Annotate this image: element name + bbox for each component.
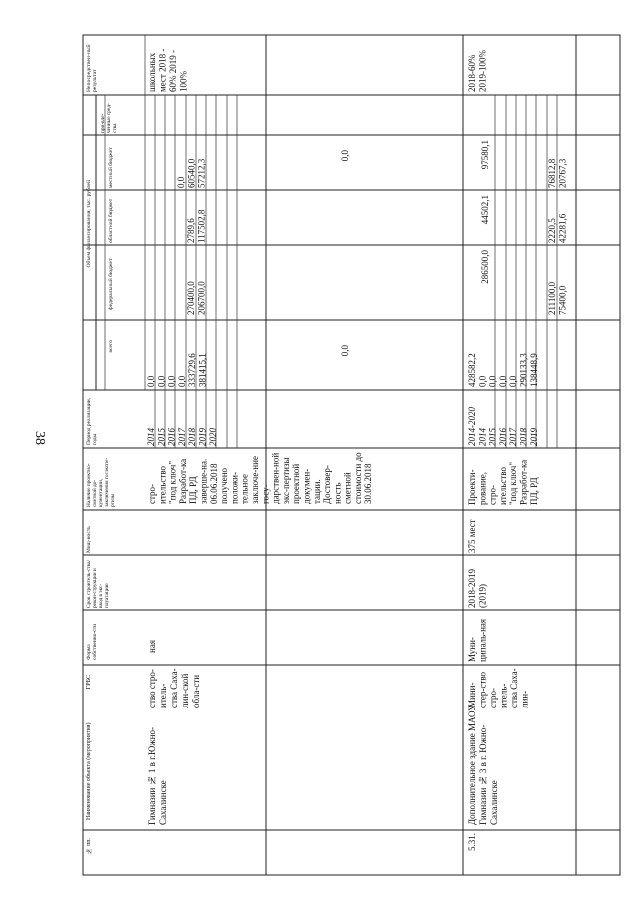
- header-finance: Объем финансирования, тыс. рублей: [86, 180, 92, 268]
- header-result: Непосредствен-ный результат: [86, 44, 98, 92]
- row2-result: 2018-60% 2019-100%: [467, 50, 488, 92]
- row1-doc: стро-ительство "под ключ" Разработ-ка ПД, РД заверше-на. 06.06.2018 получено положи-тельное заключе-ние госу-дарствен-ной экс-пертизы проектной докумен-тации. Достовер-ность сметной стоимости до 30.06.2018: [147, 452, 374, 504]
- header-federal: федеральный бюджет: [108, 258, 114, 310]
- row2-regional-years: 2220,5 42281,6: [547, 213, 568, 243]
- row2-capacity: 375 мест: [467, 519, 477, 553]
- row2-doc: Проекти-рование, стро-ительство "под ключ" Разработ-ка ПД, РД: [467, 459, 539, 505]
- row2-local-total: 97580,1: [480, 140, 490, 170]
- row1-local: 0,0 60540,0 57212,3: [176, 158, 207, 188]
- header-doc: Наличие проектно-сметной до-кументации, заключения госэкспе-ртизы: [86, 457, 116, 507]
- header-regional: областной бюджет: [108, 198, 114, 243]
- row1-regional: 2789,6 117502,8: [186, 209, 207, 243]
- row2-num: 5.31.: [467, 833, 477, 851]
- header-capacity: Мощ-ность: [86, 526, 92, 553]
- row2-federal-total: 286500,0: [480, 250, 490, 284]
- row2-local-years: 76812,8 20767,3: [547, 158, 568, 188]
- row2-total: 428582,2 0,0 0,0 0,0 0,0 290133,3 138448,9: [467, 353, 539, 387]
- row1-years: 2014 2015 2016 2017 2018 2019 2020: [146, 428, 218, 446]
- row1-grbs: ство стро-итель-ства Саха-лин-ской обла-сти: [147, 668, 201, 708]
- row1-local-2020: 0,0: [340, 150, 350, 162]
- row1-total-2020: 0,0: [340, 345, 350, 357]
- header-name: Наименование объекта (мероприятия): [86, 722, 92, 820]
- row1-ownership: ная: [147, 640, 157, 653]
- page-number: 38: [32, 431, 47, 445]
- row2-grbs: Мини-стер-ство стро-итель-ства Саха-лин-: [467, 668, 530, 708]
- header-term: Срок строитель-ства/рекон-струкции и ввод в экс-плуатацию: [86, 560, 110, 608]
- row2-regional-total: 44502,1: [480, 195, 490, 225]
- row1-name: Гимназии № 1 в г.Южно-Сахалинске: [147, 727, 168, 825]
- header-local: местный бюджет: [108, 147, 114, 188]
- header-total: всего: [108, 340, 114, 353]
- header-ownership: Форма собственно-сти: [86, 623, 98, 660]
- row1-total: 0,0 0,0 0,0 0,0 333729,6 381415,1: [146, 353, 208, 387]
- row2-years: 2014-2020 2014 2015 2016 2017 2018 2019: [467, 407, 539, 446]
- header-grbs: ГРБС: [86, 675, 92, 690]
- header-num: № пп.: [86, 838, 92, 854]
- header-other: при-вле-ченные сред-ства: [100, 103, 118, 133]
- row2-federal-years: 211100,0 75400,0: [547, 281, 568, 315]
- row2-ownership: Муни-ципаль-ная: [467, 618, 488, 662]
- row2-name: Дополнительное здание МАОУ Гимназии № 3 в г. Южно-Сахалинске: [467, 704, 499, 825]
- row1-federal: 270400,0 206700,0: [186, 281, 207, 315]
- row1-result: школьных мест 2018 - 60% 2019 - 100%: [147, 48, 189, 92]
- header-period: Период реализации, годы: [86, 397, 98, 445]
- row2-term: 2018-2019 (2019): [467, 569, 488, 608]
